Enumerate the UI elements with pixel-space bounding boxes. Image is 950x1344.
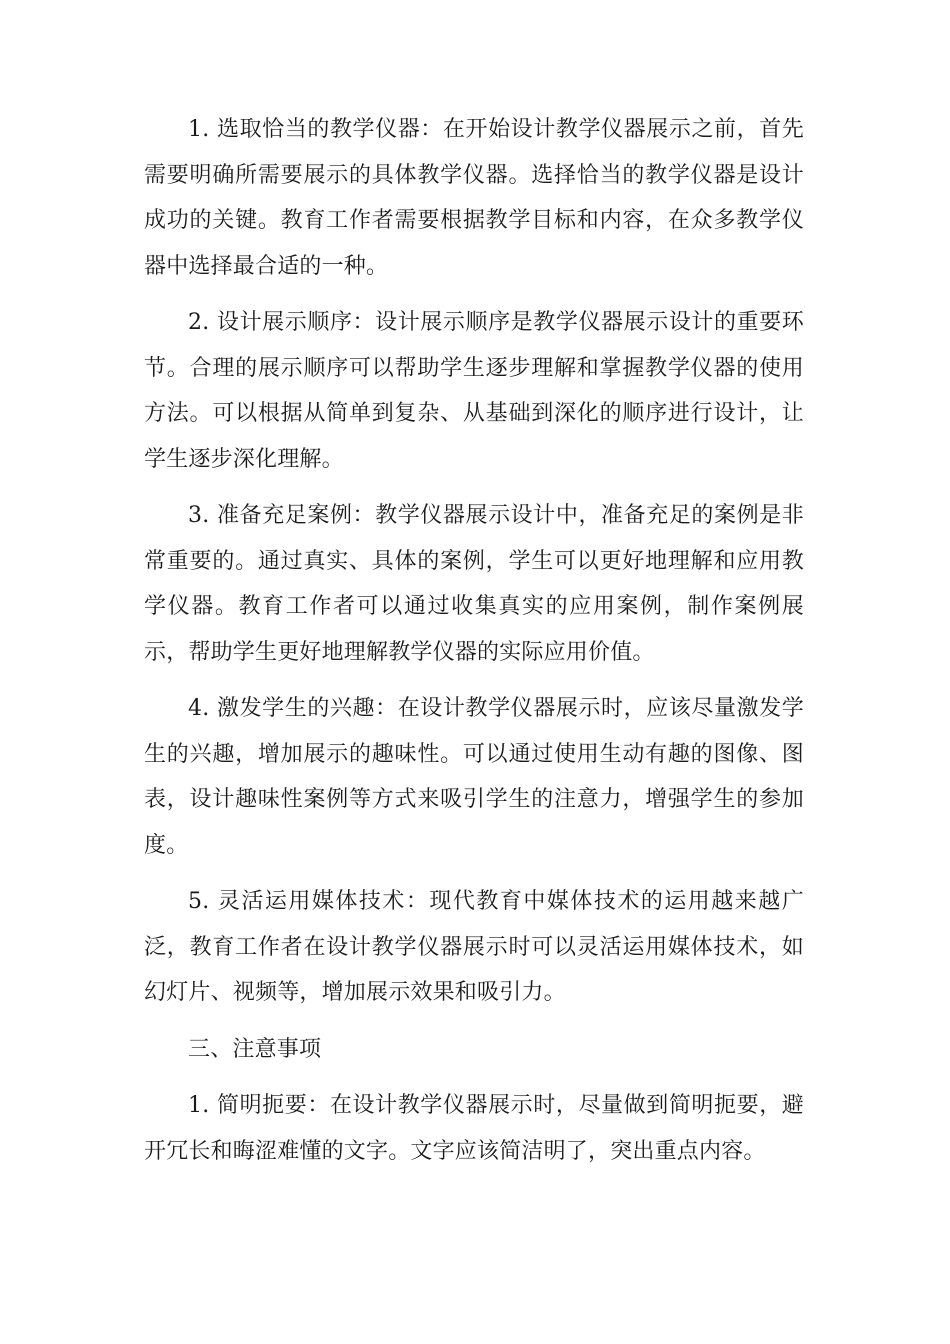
paragraph-display-order: 2. 设计展示顺序：设计展示顺序是教学仪器展示设计的重要环节。合理的展示顺序可以帮助学生逐步理解和掌握教学仪器的使用方法。可以根据从简单到复杂、从基础到深化的顺序进行设计，让学生逐步深化理解。 [144, 310, 804, 472]
paragraph-select-instruments: 1. 选取恰当的教学仪器：在开始设计教学仪器展示之前，首先需要明确所需要展示的具体教学仪器。选择恰当的教学仪器是设计成功的关键。教育工作者需要根据教学目标和内容，在众多教学仪器中选择最合适的一种。 [144, 117, 804, 279]
document-body [144, 107, 804, 1185]
paragraph-media-technology: 5. 灵活运用媒体技术：现代教育中媒体技术的运用越来越广泛，教育工作者在设计教学仪器展示时可以灵活运用媒体技术，如幻灯片、视频等，增加展示效果和吸引力。 [144, 889, 804, 1005]
paragraph-stimulate-interest: 4. 激发学生的兴趣：在设计教学仪器展示时，应该尽量激发学生的兴趣，增加展示的趣味性。可以通过使用生动有趣的图像、图表，设计趣味性案例等方式来吸引学生的注意力，增强学生的参加度。 [144, 696, 804, 858]
paragraph-concise: 1. 简明扼要：在设计教学仪器展示时，尽量做到简明扼要，避开冗长和晦涩难懂的文字。文字应该简洁明了，突出重点内容。 [144, 1093, 804, 1164]
section-heading: 三、注意事项 [188, 1036, 322, 1062]
paragraph-prepare-cases: 3. 准备充足案例：教学仪器展示设计中，准备充足的案例是非常重要的。通过真实、具体的案例，学生可以更好地理解和应用教学仪器。教育工作者可以通过收集真实的应用案例，制作案例展示，帮助学生更好地理解教学仪器的实际应用价值。 [144, 503, 804, 665]
